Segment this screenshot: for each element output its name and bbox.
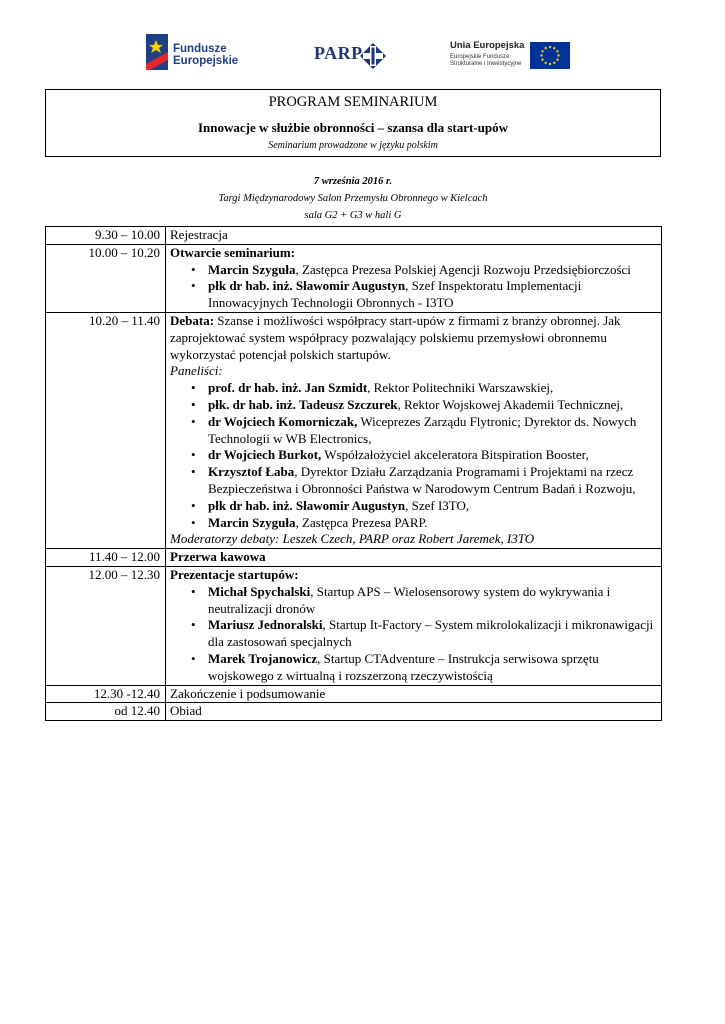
fe-line1: Fundusze (173, 43, 227, 55)
parp-logo (314, 41, 394, 71)
table-row (46, 685, 662, 703)
speaker-desc: , Zastępca Prezesa Polskiej Agencji Rozwoju Przedsiębiorczości (295, 261, 631, 277)
unia-europejska-logo (450, 40, 575, 74)
event-date: 7 września 2016 r. (313, 176, 393, 187)
ue-title: Unia Europejska (450, 40, 525, 51)
speaker-name: Krzysztof Łaba (208, 464, 295, 480)
debate-desc: Szanse i możliwości współpracy start-upów z firmami z branży obronnej. Jak zaprojektować system współpracy pozwalający polskiemu przemysłowi obronnemu wykorzystać potencjał polskich startupów. (170, 312, 621, 362)
speaker-name: płk. dr hab. inż. Tadeusz Szczurek (208, 396, 398, 412)
speaker-name: prof. dr hab. inż. Jan Szmidt (208, 380, 368, 396)
speaker-name: Mariusz Jednoralski (208, 617, 323, 633)
list-item (208, 464, 657, 498)
row-title: Przerwa kawowa (166, 549, 662, 567)
event-venue: Targi Międzynarodowy Salon Przemysłu Obronnego w Kielcach (218, 193, 488, 204)
list-item (208, 380, 657, 397)
event-hall: sala G2 + G3 w hali G (304, 210, 402, 221)
speaker-name: Marcin Szyguła (208, 261, 296, 277)
title-box (45, 89, 661, 157)
list-item (208, 397, 657, 414)
speaker-desc: , Dyrektor Działu Zarządzania Programami i Projektami na rzecz Bezpieczeństwa i Obronności Państwa w Narodowym Centrum Badań i Rozwoju, (208, 464, 636, 496)
logo-bar (0, 30, 725, 80)
speaker-desc: , Rektor Politechniki Warszawskiej, (367, 380, 554, 396)
table-row (46, 566, 662, 685)
speaker-desc: , Zastępca Prezesa PARP. (295, 514, 428, 530)
row-time: 9.30 – 10.00 (46, 227, 166, 245)
speaker-desc: , Startup APS – Wielosensorowy system do wykrywania i neutralizacji dronów (208, 583, 611, 616)
speaker-desc: , Startup CTAdventure – Instrukcja serwisowa sprzętu wojskowego z wirtualną i rozszerzoną rzeczywistością (208, 650, 599, 683)
list-item (208, 498, 657, 515)
table-row (46, 227, 662, 245)
fundusze-europejskie-logo (146, 34, 246, 78)
row-title: Rejestracja (166, 227, 662, 245)
row-title: Zakończenie i podsumowanie (166, 685, 662, 703)
speaker-name: płk dr hab. inż. Sławomir Augustyn (208, 278, 406, 294)
speaker-name: Marek Trojanowicz (208, 650, 318, 666)
speaker-desc: Współzałożyciel akceleratora Bitspiration Booster, (321, 447, 589, 463)
eu-flag-icon (530, 42, 570, 69)
speaker-name: dr Wojciech Komorniczak, (208, 413, 358, 429)
speaker-desc: , Rektor Wojskowej Akademii Technicznej, (397, 396, 624, 412)
row-time: 11.40 – 12.00 (46, 549, 166, 567)
speaker-desc: , Szef I3TO, (405, 497, 470, 513)
list-item (208, 617, 657, 651)
language-note: Seminarium prowadzone w języku polskim (268, 140, 438, 151)
row-title: Prezentacje startupów: (170, 566, 299, 582)
row-time: 10.00 – 10.20 (46, 244, 166, 312)
list-item (208, 262, 657, 279)
list-item (208, 414, 657, 448)
row-content (166, 244, 662, 312)
seminar-subtitle: Innowacje w służbie obronności – szansa dla start-upów (198, 120, 508, 135)
speaker-name: Michał Spychalski (208, 583, 311, 599)
table-row (46, 244, 662, 312)
list-item (208, 651, 657, 685)
speaker-list (170, 262, 657, 312)
fe-line2: Europejskie (173, 55, 239, 67)
debate-text (170, 313, 657, 363)
ue-line2: Europejskie Fundusze (450, 54, 510, 60)
row-time: od 12.40 (46, 703, 166, 721)
row-title: Obiad (166, 703, 662, 721)
fe-flag-icon (146, 34, 168, 76)
row-time: 12.00 – 12.30 (46, 566, 166, 685)
row-content (166, 312, 662, 548)
speaker-name: Marcin Szyguła (208, 514, 296, 530)
row-time: 12.30 -12.40 (46, 685, 166, 703)
list-item (208, 278, 657, 312)
row-title: Debata: (170, 312, 215, 328)
speaker-desc: , Szef Inspektoratu Implementacji Innowacyjnych Technologii Obronnych - I3TO (208, 278, 582, 311)
table-row (46, 549, 662, 567)
speaker-name: dr Wojciech Burkot, (208, 447, 322, 463)
list-item (208, 584, 657, 618)
speaker-name: płk dr hab. inż. Sławomir Augustyn (208, 497, 406, 513)
parp-emblem-icon (358, 41, 388, 71)
table-row (46, 703, 662, 721)
panel-label: Paneliści: (170, 363, 223, 379)
startup-list (170, 584, 657, 685)
row-content (166, 566, 662, 685)
parp-wordmark: PARP (314, 43, 363, 63)
program-table (45, 226, 662, 721)
table-row (46, 312, 662, 548)
list-item (208, 447, 657, 464)
panelist-list (170, 380, 657, 531)
moderators: Moderatorzy debaty: Leszek Czech, PARP oraz Robert Jaremek, I3TO (170, 531, 535, 547)
list-item (208, 515, 657, 532)
row-time: 10.20 – 11.40 (46, 312, 166, 548)
row-title: Otwarcie seminarium: (170, 244, 296, 260)
speaker-desc: Wiceprezes Zarządu Flytronic; Dyrektor ds. Nowych Technologii w WB Electronics, (208, 413, 637, 446)
ue-line3: Strukturalne i Inwestycyjne (450, 61, 522, 67)
page-title: PROGRAM SEMINARIUM (268, 94, 438, 110)
speaker-desc: , Startup It-Factory – System mikrolokalizacji i mikronawigacji dla zastosowań specjalnych (208, 617, 654, 650)
